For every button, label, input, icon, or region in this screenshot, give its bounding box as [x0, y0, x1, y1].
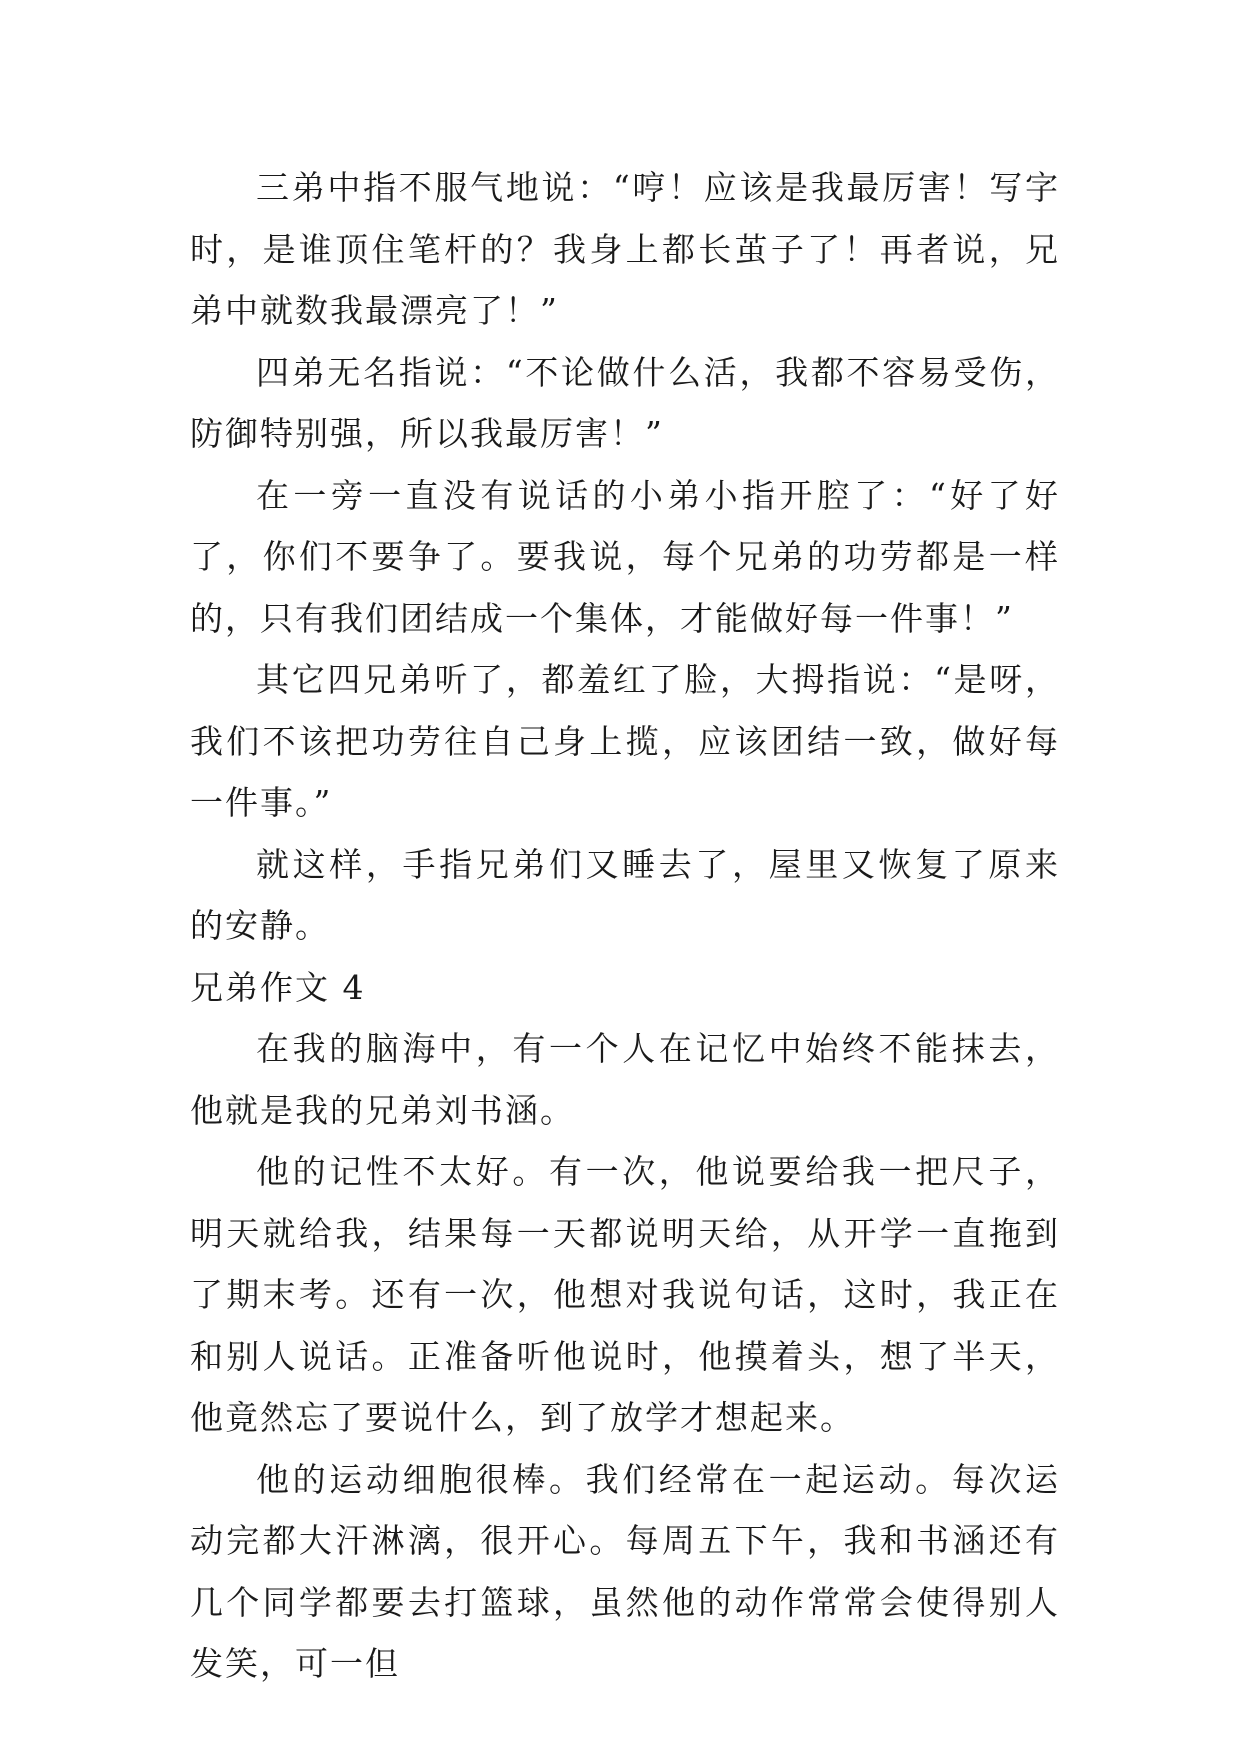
paragraph-middle-finger: 三弟中指不服气地说：“哼！应该是我最厉害！写字时，是谁顶住笔杆的？我身上都长茧子了！再者说，兄弟中就数我最漂亮了！” — [190, 168, 1060, 330]
paragraph-ring-finger: 四弟无名指说：“不论做什么活，我都不容易受伤，防御特别强，所以我最厉害！” — [190, 352, 1060, 453]
paragraph-little-finger: 在一旁一直没有说话的小弟小指开腔了：“好了好了，你们不要争了。要我说，每个兄弟的功劳都是一样的，只有我们团结成一个集体，才能做好每一件事！” — [190, 475, 1060, 638]
paragraph-ending: 就这样，手指兄弟们又睡去了，屋里又恢复了原来的安静。 — [190, 844, 1060, 945]
section-heading: 兄弟作文 4 — [190, 967, 366, 1007]
paragraph-sports: 他的运动细胞很棒。我们经常在一起运动。每次运动完都大汗淋漓，很开心。每周五下午，我和书涵还有几个同学都要去打篮球，虽然他的动作常常会使得别人发笑，可一但 — [190, 1459, 1060, 1683]
paragraph-memory: 他的记性不太好。有一次，他说要给我一把尺子，明天就给我，结果每一天都说明天给，从开学一直拖到了期末考。还有一次，他想对我说句话，这时，我正在和别人说话。正准备听他说时，他摸着头，想了半天，他竟然忘了要说什么，到了放学才想起来。 — [190, 1152, 1060, 1437]
document-body — [190, 157, 1060, 1695]
paragraph-intro-brother: 在我的脑海中，有一个人在记忆中始终不能抹去，他就是我的兄弟刘书涵。 — [190, 1029, 1060, 1130]
paragraph-thumb-reply: 其它四兄弟听了，都羞红了脸，大拇指说：“是呀，我们不该把功劳往自己身上揽，应该团结一致，做好每一件事。” — [190, 660, 1060, 822]
